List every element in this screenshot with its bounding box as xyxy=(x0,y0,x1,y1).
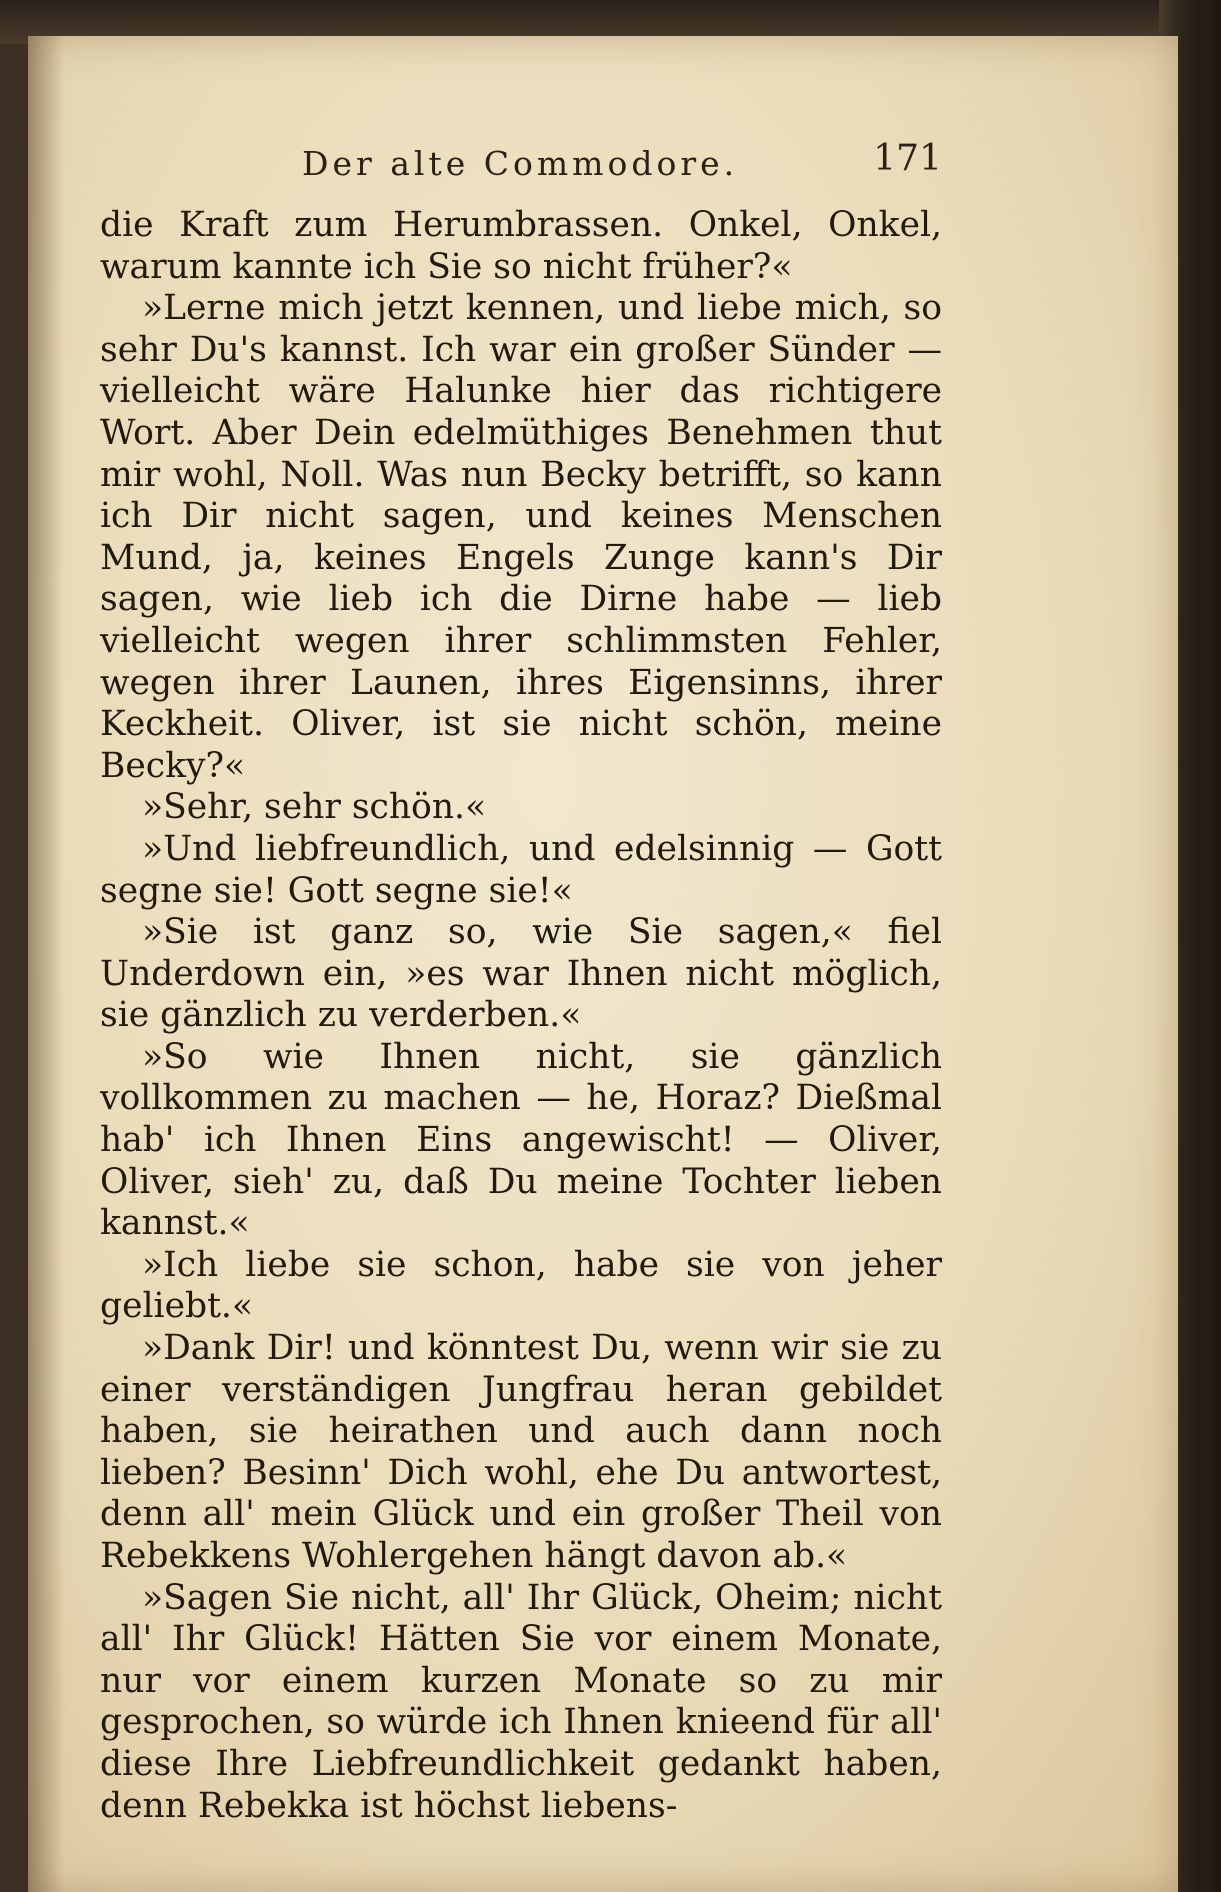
page-header xyxy=(72,118,942,183)
running-head: Der alte Commodore. xyxy=(302,144,739,183)
paragraph: »Sagen Sie nicht, all' Ihr Glück, Oheim; nicht all' Ihr Glück! Hätten Sie vor einem Monate, nur vor einem kurzen Monate so zu mir gesprochen, so würde ich Ihnen knieend für all' diese Ihre Liebfreundlichkeit gedankt haben, denn Rebekka ist höchst liebens- xyxy=(100,1577,942,1826)
paragraph: »Lerne mich jetzt kennen, und liebe mich, so sehr Du's kannst. Ich war ein großer Sünder — vielleicht wäre Halunke hier das richtigere Wort. Aber Dein edelmüthiges Benehmen thut mir wohl, Noll. Was nun Becky betrifft, so kann ich Dir nicht sagen, und keines Menschen Mund, ja, keines Engels Zunge kann's Dir sagen, wie lieb ich die Dirne habe — lieb vielleicht wegen ihrer schlimmsten Fehler, wegen ihrer Launen, ihres Eigensinns, ihrer Keckheit. Oliver, ist sie nicht schön, meine Becky?« xyxy=(100,288,942,786)
paragraph: »Und liebfreundlich, und edelsinnig — Gott segne sie! Gott segne sie!« xyxy=(100,828,942,911)
paragraph: »Dank Dir! und könntest Du, wenn wir sie zu einer verständigen Jungfrau heran gebildet haben, sie heirathen und auch dann noch lieben? Besinn' Dich wohl, ehe Du antwortest, denn all' mein Glück und ein großer Theil von Rebekkens Wohlergehen hängt davon ab.« xyxy=(100,1328,942,1576)
paragraph: »Sehr, sehr schön.« xyxy=(142,787,487,828)
page-number: 171 xyxy=(873,138,942,179)
paragraph: »Sie ist ganz so, wie Sie sagen,« fiel Underdown ein, »es war Ihnen nicht möglich, sie gänzlich zu verderben.« xyxy=(100,912,942,1036)
page-gutter-shadow xyxy=(28,36,64,1892)
paragraph: »Ich liebe sie schon, habe sie von jeher geliebt.« xyxy=(100,1244,942,1327)
body-text xyxy=(100,205,942,1827)
paragraph: die Kraft zum Herumbrassen. Onkel, Onkel, warum kannte ich Sie so nicht früher?« xyxy=(100,205,942,287)
paragraph: »So wie Ihnen nicht, sie gänzlich vollkommen zu machen — he, Horaz? Dießmal hab' ich Ihnen Eins angewischt! — Oliver, Oliver, sieh' zu, daß Du meine Tochter lieben kannst.« xyxy=(100,1036,942,1244)
